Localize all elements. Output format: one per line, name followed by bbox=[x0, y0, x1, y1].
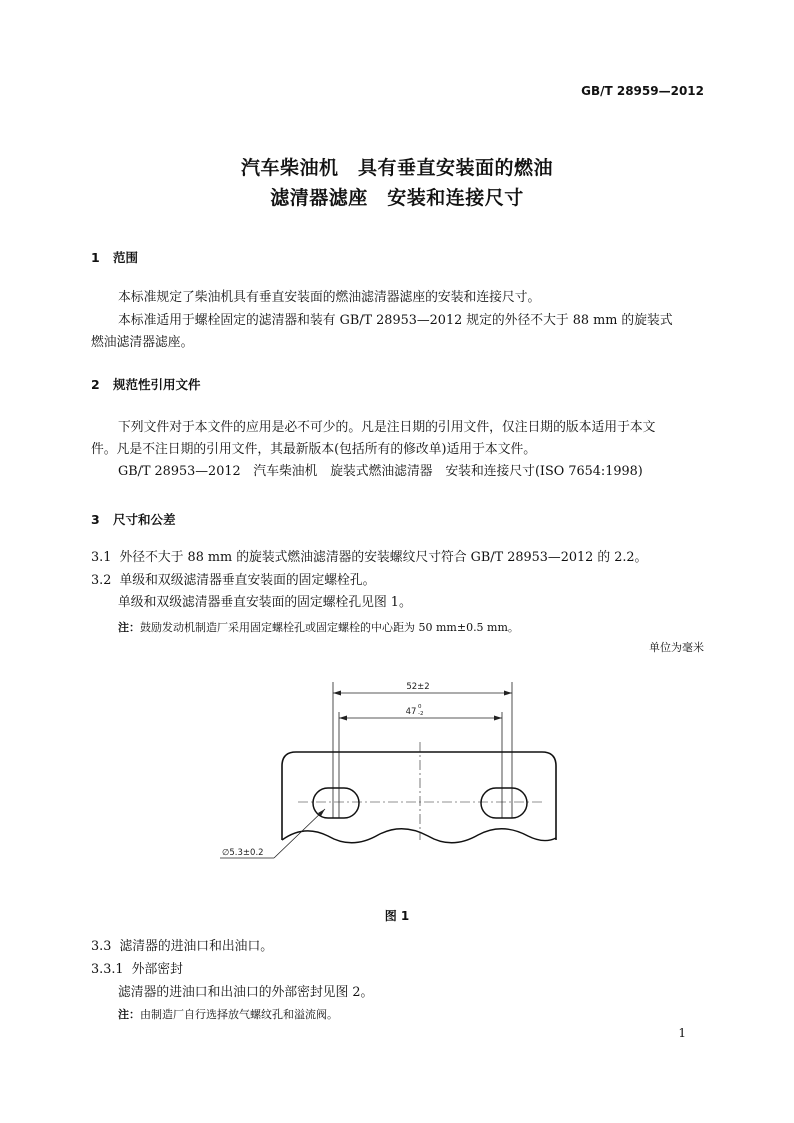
right-slot-hole bbox=[481, 788, 527, 818]
paragraph: 本标准规定了柴油机具有垂直安装面的燃油滤清器滤座的安装和连接尺寸。 bbox=[118, 290, 541, 305]
clause-3-3 bbox=[91, 937, 273, 957]
note-text: 鼓励发动机制造厂采用固定螺栓孔或固定螺栓的中心距为 50 mm±0.5 mm。 bbox=[140, 621, 519, 634]
section-number: 3 bbox=[91, 512, 100, 527]
paragraph: 下列文件对于本文件的应用是必不可少的。凡是注日期的引用文件，仅注日期的版本适用于本文 bbox=[118, 420, 656, 435]
unit-label: 单位为毫米 bbox=[649, 641, 704, 654]
clause-3-3-1 bbox=[91, 960, 183, 980]
document-title-line-2: 滤清器滤座 安装和连接尺寸 bbox=[270, 187, 524, 209]
standard-number: GB/T 28959—2012 bbox=[581, 84, 704, 98]
section-number: 1 bbox=[91, 250, 100, 265]
arrowhead bbox=[333, 691, 341, 696]
note-text: 由制造厂自行选择放气螺纹孔和溢流阀。 bbox=[140, 1008, 338, 1021]
arrowhead bbox=[494, 716, 502, 721]
figure-1-drawing bbox=[210, 672, 580, 882]
tolerance-lower: -2 bbox=[418, 711, 424, 717]
section-1-heading bbox=[91, 248, 138, 266]
mounting-plate-outline bbox=[282, 752, 556, 840]
clause-text: 滤清器的进油口和出油口。 bbox=[119, 939, 274, 954]
note-2 bbox=[118, 1006, 338, 1022]
paragraph-continuation: 件。凡是不注日期的引用文件，其最新版本(包括所有的修改单)适用于本文件。 bbox=[91, 442, 537, 457]
paragraph-continuation: 燃油滤清器滤座。 bbox=[91, 335, 194, 350]
dimension-inner-label: 47 bbox=[405, 707, 417, 717]
section-number: 2 bbox=[91, 377, 100, 392]
note-label: 注： bbox=[118, 621, 140, 634]
section-title: 尺寸和公差 bbox=[113, 512, 176, 527]
normative-reference: GB/T 28953—2012 汽车柴油机 旋装式燃油滤清器 安装和连接尺寸(ISO 7654:1998) bbox=[118, 464, 643, 479]
tolerance-upper: 0 bbox=[418, 704, 422, 710]
document-title-line-1: 汽车柴油机 具有垂直安装面的燃油 bbox=[240, 157, 553, 179]
clause-number: 3.1 bbox=[91, 550, 112, 565]
slot-diameter-label: ∅5.3±0.2 bbox=[222, 848, 264, 858]
clause-text: 外部密封 bbox=[131, 962, 183, 977]
figure-caption: 图 1 bbox=[384, 909, 410, 923]
clause-text: 单级和双级滤清器垂直安装面的固定螺栓孔。 bbox=[119, 573, 376, 588]
paragraph: 滤清器的进油口和出油口的外部密封见图 2。 bbox=[118, 985, 374, 1000]
section-2-heading bbox=[91, 375, 201, 393]
clause-number: 3.3.1 bbox=[91, 962, 124, 977]
clause-number: 3.2 bbox=[91, 573, 112, 588]
paragraph: 单级和双级滤清器垂直安装面的固定螺栓孔见图 1。 bbox=[118, 595, 412, 610]
note-1 bbox=[118, 619, 519, 635]
section-3-heading bbox=[91, 510, 176, 528]
section-title: 规范性引用文件 bbox=[113, 377, 201, 392]
page-number: 1 bbox=[678, 1026, 686, 1040]
arrowhead bbox=[339, 716, 347, 721]
paragraph: 本标准适用于螺栓固定的滤清器和装有 GB/T 28953—2012 规定的外径不大于 88 mm 的旋装式 bbox=[118, 313, 673, 328]
arrowhead bbox=[504, 691, 512, 696]
break-line bbox=[282, 829, 556, 843]
dimension-outer-label: 52±2 bbox=[406, 682, 430, 692]
clause-3-2 bbox=[91, 571, 375, 591]
clause-3-1 bbox=[91, 548, 647, 568]
note-label: 注： bbox=[118, 1008, 140, 1021]
clause-text: 外径不大于 88 mm 的旋装式燃油滤清器的安装螺纹尺寸符合 GB/T 28953—2012 的 2.2。 bbox=[119, 550, 648, 565]
clause-number: 3.3 bbox=[91, 939, 112, 954]
section-title: 范围 bbox=[113, 250, 139, 265]
